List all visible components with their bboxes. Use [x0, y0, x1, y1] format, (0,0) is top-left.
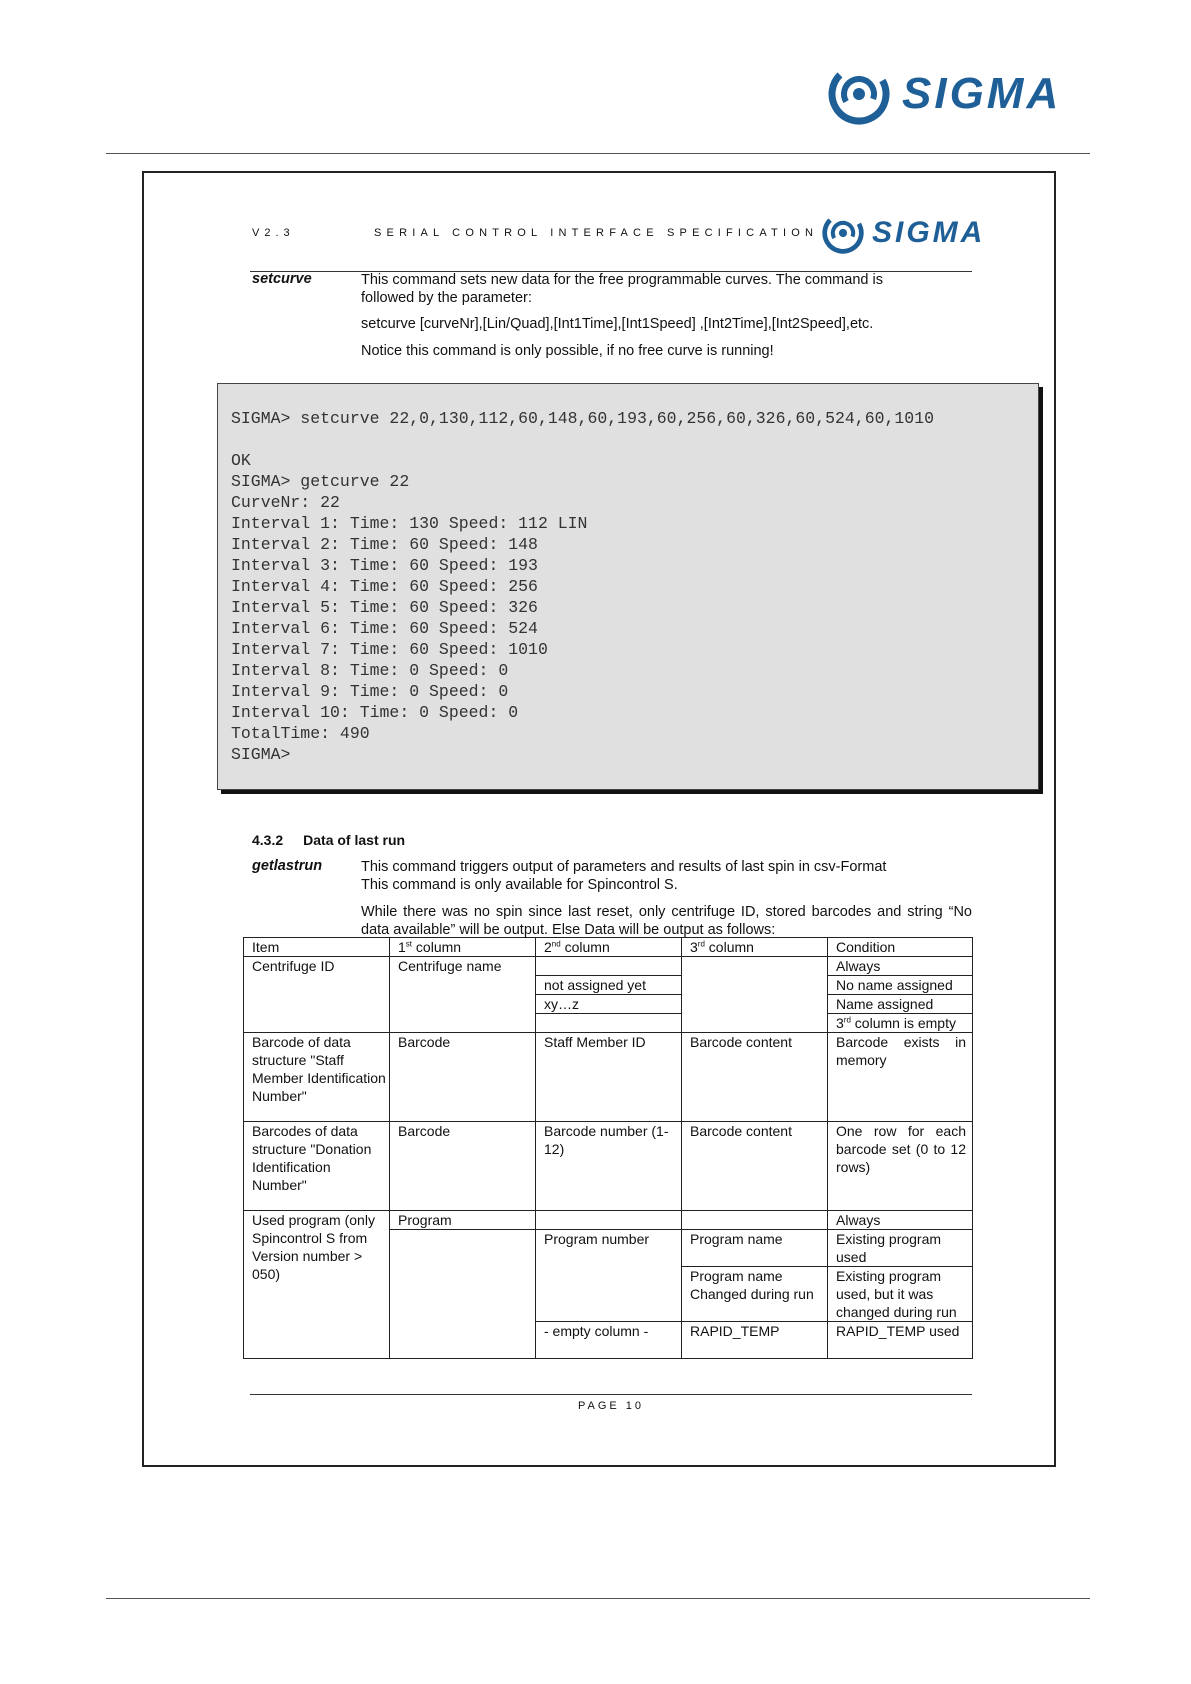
- setcurve-term: setcurve: [252, 271, 312, 287]
- getlastrun-line2: This command is only available for Spincontrol S.: [361, 877, 678, 893]
- cell-col2: Program number: [536, 1230, 682, 1322]
- cell-col3: RAPID_TEMP: [682, 1322, 828, 1359]
- cell-condition: Existing program used: [828, 1230, 973, 1267]
- page-bottom-divider: [106, 1598, 1090, 1599]
- cell-col3: Barcode content: [682, 1122, 828, 1211]
- cell-condition: Barcode exists in memory: [828, 1033, 973, 1122]
- cell-col2: - empty column -: [536, 1322, 682, 1359]
- table-row: [244, 957, 973, 976]
- sigma-logo-text: SIGMA: [872, 216, 986, 249]
- document-title: SERIAL CONTROL INTERFACE SPECIFICATION: [374, 227, 819, 239]
- output-table: [243, 937, 972, 1351]
- setcurve-notice: Notice this command is only possible, if no free curve is running!: [361, 343, 774, 359]
- cell-item: Barcode of data structure "Staff Member Identification Number": [244, 1033, 390, 1122]
- cell-col3: [682, 1211, 828, 1230]
- cell-col1: Centrifuge name: [390, 957, 536, 1033]
- cell-col1: [390, 1230, 536, 1359]
- cell-condition: 3rd column is empty: [828, 1014, 973, 1033]
- page-number: PAGE 10: [577, 1400, 645, 1412]
- sigma-logo-inner: [822, 210, 1022, 256]
- section-title: Data of last run: [303, 832, 406, 848]
- header-col3: 3rd column: [682, 938, 828, 957]
- setcurve-description: This command sets new data for the free programmable curves. The command is followed by the parameter:: [361, 272, 883, 306]
- cell-col2: Barcode number (1-12): [536, 1122, 682, 1211]
- cell-condition: Name assigned: [828, 995, 973, 1014]
- cell-col3: Program name: [682, 1230, 828, 1267]
- cell-item: Used program (only Spincontrol S from Version number > 050): [244, 1211, 390, 1359]
- table-header-row: [244, 938, 973, 957]
- getlastrun-term: getlastrun: [252, 858, 323, 874]
- section-heading: [252, 832, 405, 848]
- cell-col2: xy…z: [536, 995, 682, 1014]
- terminal-output: [217, 383, 1039, 790]
- cell-col2: [536, 1014, 682, 1033]
- table-row: [244, 1211, 973, 1230]
- cell-col2: not assigned yet: [536, 976, 682, 995]
- header-col2: 2nd column: [536, 938, 682, 957]
- cell-col1: Barcode: [390, 1122, 536, 1211]
- cell-item: Centrifuge ID: [244, 957, 390, 1033]
- sigma-logo-text: SIGMA: [902, 69, 1062, 118]
- sigma-swirl-icon: [822, 212, 864, 254]
- setcurve-syntax: setcurve [curveNr],[Lin/Quad],[Int1Time],[Int1Speed] ,[Int2Time],[Int2Speed],etc.: [361, 316, 874, 332]
- sigma-swirl-icon: [828, 63, 890, 125]
- sigma-logo: [828, 60, 1088, 128]
- table-row: [244, 1033, 973, 1122]
- header-divider: [106, 153, 1090, 154]
- cell-col2: Staff Member ID: [536, 1033, 682, 1122]
- cell-col2: [536, 957, 682, 976]
- cell-condition: Always: [828, 1211, 973, 1230]
- cell-col2: [536, 1211, 682, 1230]
- cell-condition: One row for each barcode set (0 to 12 rows): [828, 1122, 973, 1211]
- cell-col3: Program name Changed during run: [682, 1267, 828, 1322]
- document-version: V2.3: [252, 227, 295, 239]
- section-number: 4.3.2: [252, 832, 284, 848]
- getlastrun-line1: This command triggers output of parameters and results of last spin in csv-Format: [361, 859, 887, 875]
- cell-condition: RAPID_TEMP used: [828, 1322, 973, 1359]
- cell-col1: Barcode: [390, 1033, 536, 1122]
- cell-condition: Always: [828, 957, 973, 976]
- getlastrun-paragraph: While there was no spin since last reset, only centrifuge ID, stored barcodes and string “No data available” will be output. Else Data will be output as follows:: [361, 904, 972, 938]
- table-row: [244, 1122, 973, 1211]
- footer-divider: [250, 1394, 972, 1395]
- cell-col3: [682, 957, 828, 1033]
- cell-item: Barcodes of data structure "Donation Identification Number": [244, 1122, 390, 1211]
- cell-condition: No name assigned: [828, 976, 973, 995]
- header-item: Item: [244, 938, 390, 957]
- header-col1: 1st column: [390, 938, 536, 957]
- cell-col1: Program: [390, 1211, 536, 1230]
- cell-condition: Existing program used, but it was changed during run: [828, 1267, 973, 1322]
- header-condition: Condition: [828, 938, 973, 957]
- terminal-text: SIGMA> setcurve 22,0,130,112,60,148,60,193,60,256,60,326,60,524,60,1010 OK SIGMA> getcurve 22 CurveNr: 22 Interval 1: Time: 130 Speed: 112 LIN Interval 2: Time: 60 Speed: 148 Interval 3: Time: 60 Speed: 193 Interval 4: Time: 60 Speed: 256 Interval 5: Time: 60 Speed: 326 Interval 6: Time: 60 Speed: 524 Interval 7: Time: 60 Speed: 1010 Interval 8: Time: 0 Speed: 0 Interval 9: Time: 0 Speed: 0 Interval 10: Time: 0 Speed: 0 TotalTime: 490 SIGMA>: [231, 409, 935, 764]
- cell-col3: Barcode content: [682, 1033, 828, 1122]
